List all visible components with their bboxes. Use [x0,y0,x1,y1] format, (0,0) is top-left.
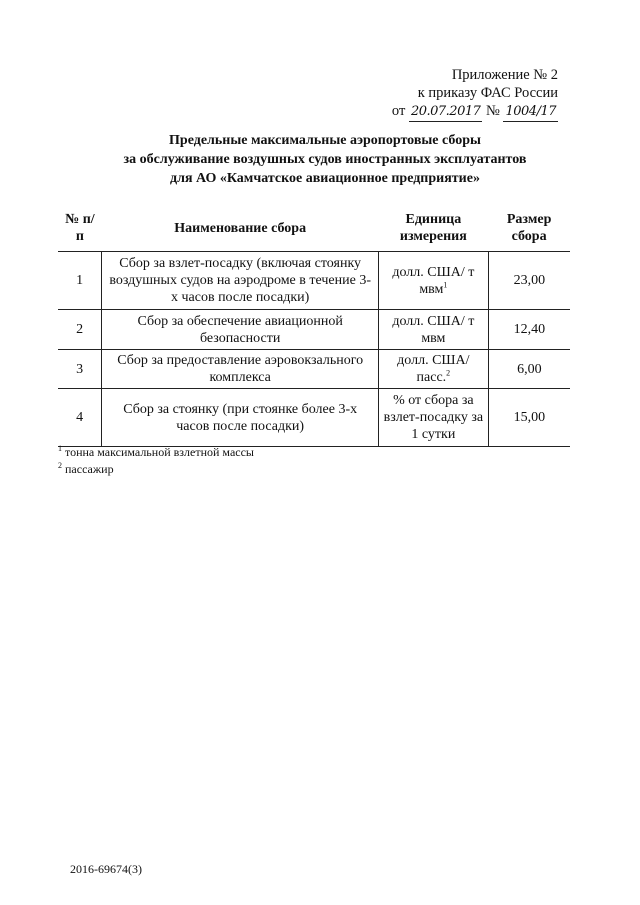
footnote-mark: 1 [58,444,62,453]
row-size: 23,00 [488,252,570,310]
header-size: Размер сбора [506,212,552,244]
row-name: Сбор за обеспечение авиационной безопасности [102,310,379,350]
row-unit-text: долл. США/ пасс. [397,353,470,385]
appendix-date-prefix: от [391,103,406,119]
row-size: 6,00 [488,350,570,389]
row-unit-footnote-mark: 2 [446,368,451,378]
document-code: 2016-69674(3) [70,862,142,876]
appendix-number-sign: № [486,103,500,119]
header-name: Наименование сбора [174,220,307,236]
row-num: 4 [58,389,102,447]
fees-table [58,205,570,447]
row-unit-text: долл. США/ т мвм [392,313,475,346]
footnote-text: пассажир [65,462,114,476]
row-name: Сбор за стоянку (при стоянке более 3-х часов после посадки) [102,389,379,447]
header-unit: Единица измерения [399,212,467,244]
footnote [58,444,254,461]
row-unit-text: % от сбора за взлет-посадку за 1 сутки [383,393,484,442]
appendix-header [392,66,558,122]
header-num: № п/п [65,212,95,244]
title-line-2: за обслуживание воздушных судов иностранных эксплуатантов [123,152,527,167]
document-title [60,131,590,188]
row-num: 1 [58,252,102,310]
row-unit [379,252,489,310]
row-size: 12,40 [488,310,570,350]
title-line-1: Предельные максимальные аэропортовые сборы [169,133,481,148]
table-row [58,389,570,447]
table-header-row [58,205,570,252]
row-unit [379,310,489,350]
table-row [58,350,570,389]
table-row [58,310,570,350]
appendix-number: 1004/17 [503,103,558,122]
appendix-date: 20.07.2017 [409,103,482,122]
footnote-mark: 2 [58,461,62,470]
row-unit [379,389,489,447]
footnote [58,461,254,478]
appendix-title: Приложение № 2 [451,67,558,83]
row-name: Сбор за взлет-посадку (включая стоянку воздушных судов на аэродроме в течение 3-х часов после посадки) [102,252,379,310]
row-unit-footnote-mark: 1 [443,279,448,289]
row-num: 3 [58,350,102,389]
row-unit-text: долл. США/ т мвм [392,264,475,297]
row-size: 15,00 [488,389,570,447]
title-line-3: для АО «Камчатское авиационное предприятие» [170,171,480,186]
footnotes [58,444,254,478]
row-name: Сбор за предоставление аэровокзального комплекса [102,350,379,389]
row-num: 2 [58,310,102,350]
table-row [58,252,570,310]
appendix-order-ref: к приказу ФАС России [417,85,558,101]
appendix-date-number [392,102,558,122]
footnote-text: тонна максимальной взлетной массы [65,445,254,459]
row-unit [379,350,489,389]
